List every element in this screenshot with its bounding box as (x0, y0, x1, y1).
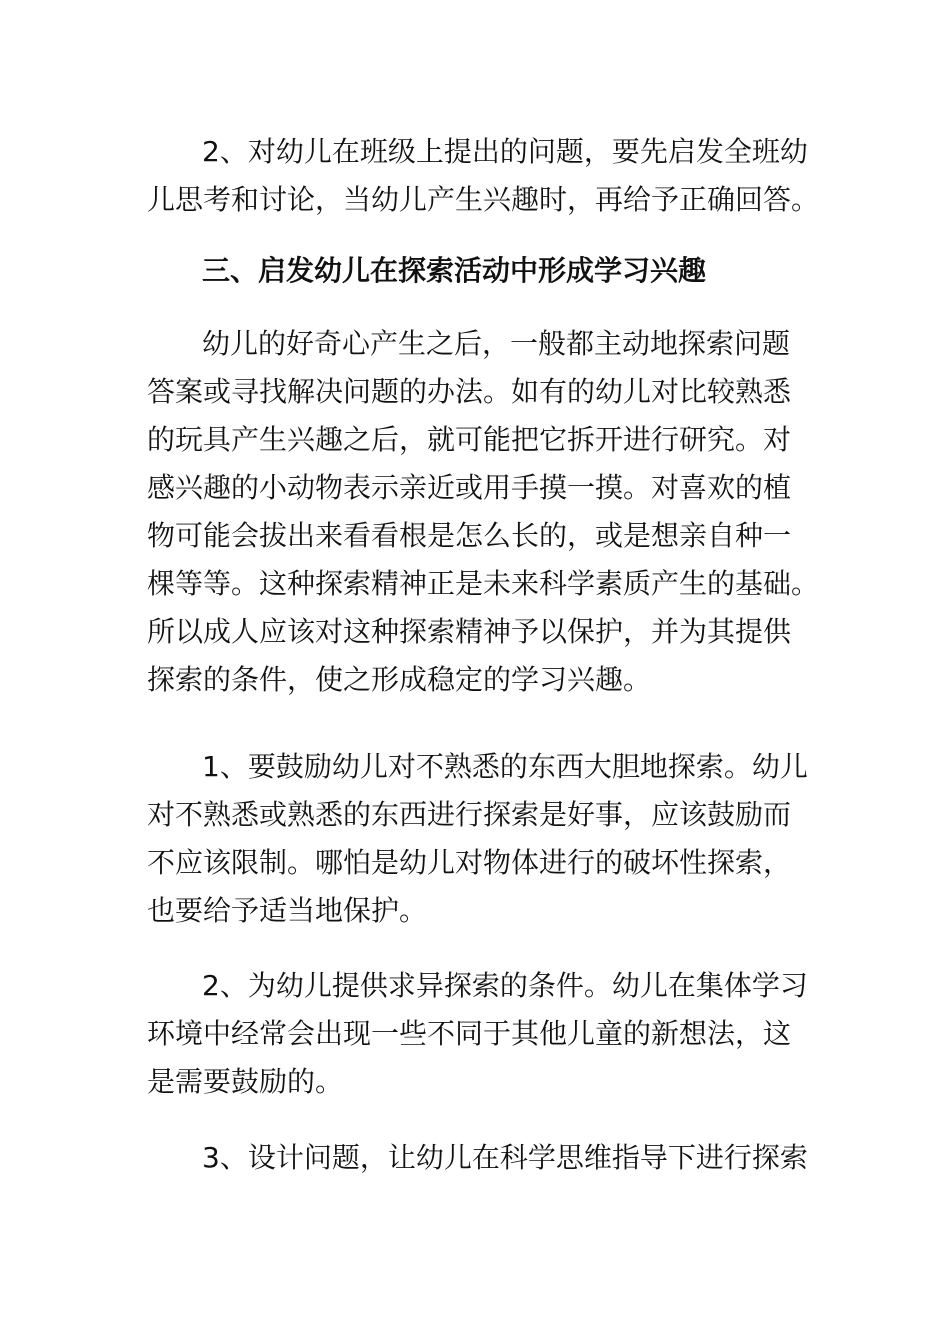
paragraph-encourage-exploration (147, 743, 837, 935)
text-line: 也要给予适当地保护。 (147, 894, 428, 927)
text-line: 对不熟悉或熟悉的东西进行探索是好事，应该鼓励而 (147, 798, 792, 831)
text-line: 儿思考和讨论，当幼儿产生兴趣时，再给予正确回答。 (147, 183, 820, 216)
text-line: 棵等等。这种探索精神正是未来科学素质产生的基础。 (147, 567, 820, 600)
text-line: 的玩具产生兴趣之后，就可能把它拆开进行研究。对 (147, 423, 792, 456)
text-line: 1、要鼓励幼儿对不熟悉的东西大胆地探索。幼儿 (202, 750, 808, 783)
text-line: 2、对幼儿在班级上提出的问题，要先启发全班幼 (202, 135, 808, 168)
paragraph-divergent-exploration (147, 962, 837, 1106)
text-line: 答案或寻找解决问题的办法。如有的幼儿对比较熟悉 (147, 375, 792, 408)
paragraph-design-questions (147, 1134, 837, 1182)
text-line: 幼儿的好奇心产生之后，一般都主动地探索问题 (202, 327, 791, 360)
text-line: 是需要鼓励的。 (147, 1065, 344, 1098)
text-line: 所以成人应该对这种探索精神予以保护，并为其提供 (147, 615, 792, 648)
paragraph-answer-questions (147, 128, 837, 224)
text-line: 2、为幼儿提供求异探索的条件。幼儿在集体学习 (202, 969, 808, 1002)
text-line: 探索的条件，使之形成稳定的学习兴趣。 (147, 663, 652, 696)
text-line: 3、设计问题，让幼儿在科学思维指导下进行探索 (202, 1141, 808, 1174)
text-line: 感兴趣的小动物表示亲近或用手摸一摸。对喜欢的植 (147, 471, 792, 504)
text-line: 不应该限制。哪怕是幼儿对物体进行的破坏性探索， (147, 846, 792, 879)
text-line: 环境中经常会出现一些不同于其他儿童的新想法，这 (147, 1017, 792, 1050)
text-line: 物可能会拔出来看看根是怎么长的，或是想亲自种一 (147, 519, 792, 552)
section-heading-3: 三、启发幼儿在探索活动中形成学习兴趣 (202, 254, 707, 287)
paragraph-exploration-intro (147, 320, 837, 704)
